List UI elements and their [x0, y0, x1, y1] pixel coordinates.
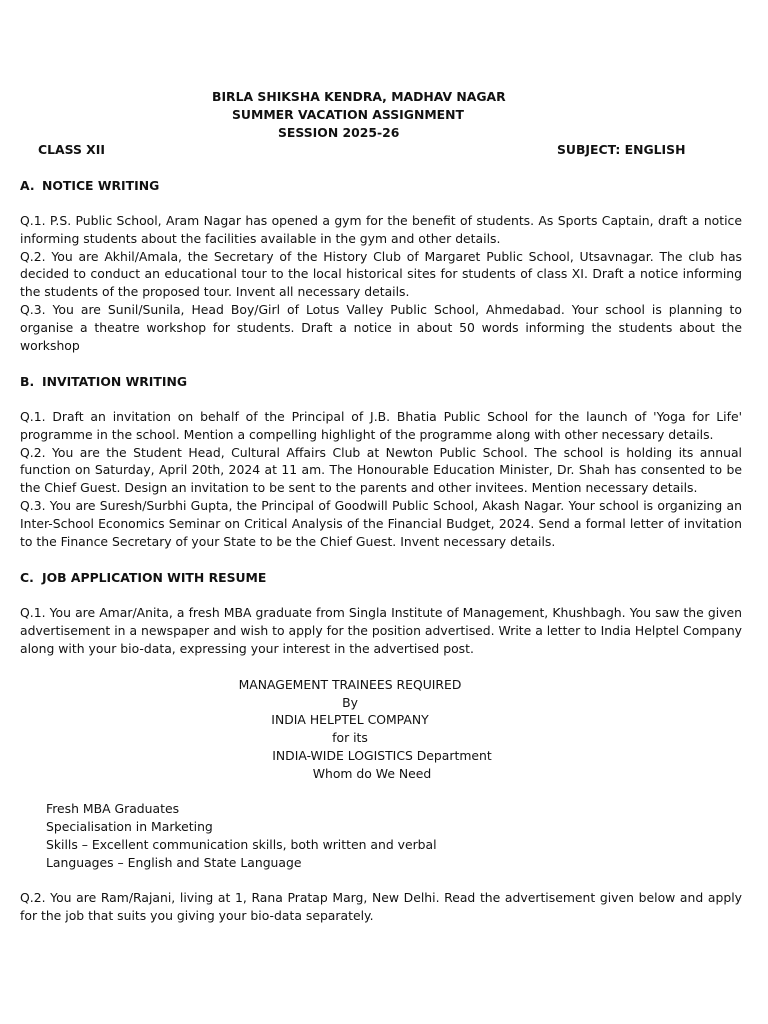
assignment-title: SUMMER VACATION ASSIGNMENT	[232, 107, 464, 122]
section-c-title: JOB APPLICATION WITH RESUME	[42, 570, 267, 585]
section-a-questions	[20, 212, 742, 354]
notice-question-2: Q.2. You are Akhil/Amala, the Secretary of the History Club of Margaret Public School, Utsavnagar. The club has decided to conduct an educational tour to the local historical sites for students of class XI. Draft a notice informing the students of the proposed tour. Invent all necessary details.	[20, 248, 742, 300]
ad-requirement: Fresh MBA Graduates	[46, 801, 180, 816]
ad-requirement: Skills – Excellent communication skills, both written and verbal	[46, 837, 437, 852]
section-a-letter: A.	[20, 178, 35, 193]
ad-requirement: Specialisation in Marketing	[46, 819, 213, 834]
invitation-question-2: Q.2. You are the Student Head, Cultural Affairs Club at Newton Public School. The school is holding its annual function on Saturday, April 20th, 2024 at 11 am. The Honourable Education Minister, Dr. Shah has consented to be the Chief Guest. Design an invitation to be sent to the parents and other invitees. Mention necessary details.	[20, 444, 742, 496]
section-b-questions	[20, 408, 742, 550]
job-question-1-text: Q.1. You are Amar/Anita, a fresh MBA graduate from Singla Institute of Management, Khushbagh. You saw the given advertisement in a newspaper and wish to apply for the position advertised. Write a letter to India Helptel Company along with your bio-data, expressing your interest in the advertised post.	[20, 605, 742, 656]
job-question-2-text: Q.2. You are Ram/Rajani, living at 1, Rana Pratap Marg, New Delhi. Read the advertisement given below and apply for the job that suits you giving your bio-data separately.	[20, 890, 742, 923]
session-label: SESSION 2025-26	[278, 125, 400, 140]
ad-line-5: INDIA-WIDE LOGISTICS Department	[272, 748, 492, 763]
class-label: CLASS XII	[38, 142, 105, 157]
ad-line-3: INDIA HELPTEL COMPANY	[271, 712, 429, 727]
notice-question-1: Q.1. P.S. Public School, Aram Nagar has opened a gym for the benefit of students. As Sports Captain, draft a notice informing students about the facilities available in the gym and other details.	[20, 213, 742, 246]
ad-line-2: By	[342, 695, 358, 710]
section-c-heading	[20, 569, 266, 587]
section-b-heading	[20, 373, 187, 391]
ad-line-1: MANAGEMENT TRAINEES REQUIRED	[238, 677, 462, 692]
section-b-title: INVITATION WRITING	[42, 374, 187, 389]
invitation-question-3: Q.3. You are Suresh/Surbhi Gupta, the Principal of Goodwill Public School, Akash Nagar. Your school is organizing an Inter-School Economics Seminar on Critical Analysis of the Financial Budget, 2024. Send a formal letter of invitation to the Finance Secretary of your State to be the Chief Guest. Invent necessary details.	[20, 497, 742, 549]
job-question-2	[20, 889, 742, 925]
school-name: BIRLA SHIKSHA KENDRA, MADHAV NAGAR	[212, 89, 506, 104]
notice-question-3: Q.3. You are Sunil/Sunila, Head Boy/Girl of Lotus Valley Public School, Ahmedabad. Your school is planning to organise a theatre workshop for students. Draft a notice in about 50 words informing the students about the workshop	[20, 301, 742, 353]
section-b-letter: B.	[20, 374, 35, 389]
section-a-title: NOTICE WRITING	[42, 178, 160, 193]
invitation-question-1: Q.1. Draft an invitation on behalf of the Principal of J.B. Bhatia Public School for the launch of 'Yoga for Life' programme in the school. Mention a compelling highlight of the programme along with other necessary details.	[20, 409, 742, 442]
subject-label: SUBJECT: ENGLISH	[557, 142, 686, 157]
job-question-1	[20, 604, 742, 657]
section-c-letter: C.	[20, 570, 34, 585]
ad-line-6: Whom do We Need	[312, 766, 432, 781]
ad-line-4: for its	[332, 730, 368, 745]
section-a-heading	[20, 177, 159, 195]
ad-requirement: Languages – English and State Language	[46, 855, 302, 870]
